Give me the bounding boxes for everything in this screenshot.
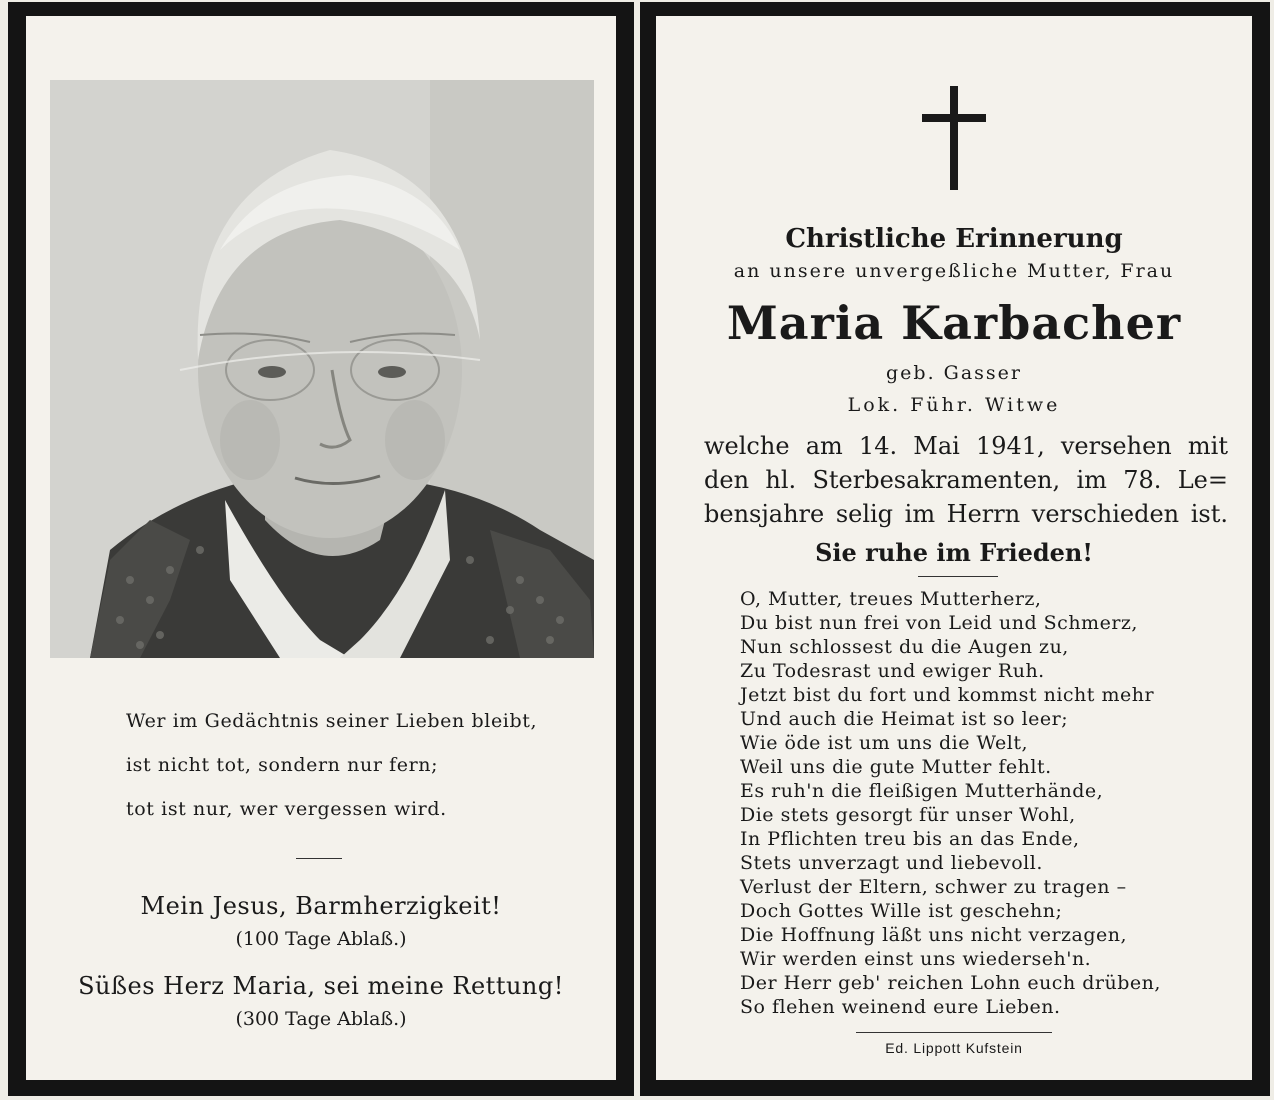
poem-line: Die Hoffnung läßt uns nicht verzagen, xyxy=(740,924,1128,946)
deceased-name: Maria Karbacher xyxy=(726,296,1182,350)
left-card-panel xyxy=(8,2,634,1096)
poem-line: Doch Gottes Wille ist geschehn; xyxy=(740,900,1063,922)
poem-line: Verlust der Eltern, schwer zu tragen – xyxy=(740,876,1127,898)
divider xyxy=(856,1032,1052,1033)
birth-name: geb. Gasser xyxy=(886,362,1022,384)
divider xyxy=(918,576,998,577)
body-line-1: welche am 14. Mai 1941, versehen mit xyxy=(704,432,1228,460)
poem-line: Der Herr geb' reichen Lohn euch drüben, xyxy=(740,972,1161,994)
poem-line: Stets unverzagt und liebevoll. xyxy=(740,852,1043,874)
poem-line: O, Mutter, treues Mutterherz, xyxy=(740,588,1042,610)
indulgence-2: (300 Tage Ablaß.) xyxy=(235,1008,407,1030)
poem-line: Zu Todesrast und ewiger Ruh. xyxy=(740,660,1045,682)
quote-line-3: tot ist nur, wer vergessen wird. xyxy=(126,798,447,820)
prayer-1: Mein Jesus, Barmherzigkeit! xyxy=(140,892,502,920)
card-subheading: an unsere unvergeßliche Mutter, Frau xyxy=(733,260,1175,282)
poem-line: Wie öde ist um uns die Welt, xyxy=(740,732,1028,754)
portrait-photo xyxy=(50,80,594,658)
poem-line: Und auch die Heimat ist so leer; xyxy=(740,708,1069,730)
printer-credit: Ed. Lippott Kufstein xyxy=(885,1040,1023,1056)
poem-line: Es ruh'n die fleißigen Mutterhände, xyxy=(740,780,1104,802)
left-card-inner xyxy=(26,16,616,1080)
right-card-panel xyxy=(640,2,1270,1096)
poem-line: Weil uns die gute Mutter fehlt. xyxy=(740,756,1052,778)
body-line-3: bensjahre selig im Herrn verschieden ist. xyxy=(704,500,1228,528)
poem-line: In Pflichten treu bis an das Ende, xyxy=(740,828,1080,850)
poem-line: Nun schlossest du die Augen zu, xyxy=(740,636,1069,658)
body-line-2: den hl. Sterbesakramenten, im 78. Le= xyxy=(704,466,1228,494)
rest-in-peace: Sie ruhe im Frieden! xyxy=(815,538,1093,567)
poem-line: Jetzt bist du fort und kommst nicht mehr xyxy=(740,684,1155,706)
cross-icon xyxy=(922,86,986,190)
poem-line: Wir werden einst uns wiederseh'n. xyxy=(740,948,1092,970)
poem-line: So flehen weinend eure Lieben. xyxy=(740,996,1061,1018)
quote-line-1: Wer im Gedächtnis seiner Lieben bleibt, xyxy=(126,710,538,732)
deceased-title: Lok. Führ. Witwe xyxy=(847,394,1061,416)
indulgence-1: (100 Tage Ablaß.) xyxy=(235,928,407,950)
right-card-inner xyxy=(656,16,1252,1080)
quote-line-2: ist nicht tot, sondern nur fern; xyxy=(126,754,439,776)
card-heading: Christliche Erinnerung xyxy=(785,224,1123,254)
prayer-2: Süßes Herz Maria, sei meine Rettung! xyxy=(78,972,564,1000)
poem-line: Die stets gesorgt für unser Wohl, xyxy=(740,804,1076,826)
poem-line: Du bist nun frei von Leid und Schmerz, xyxy=(740,612,1138,634)
divider xyxy=(296,858,342,859)
